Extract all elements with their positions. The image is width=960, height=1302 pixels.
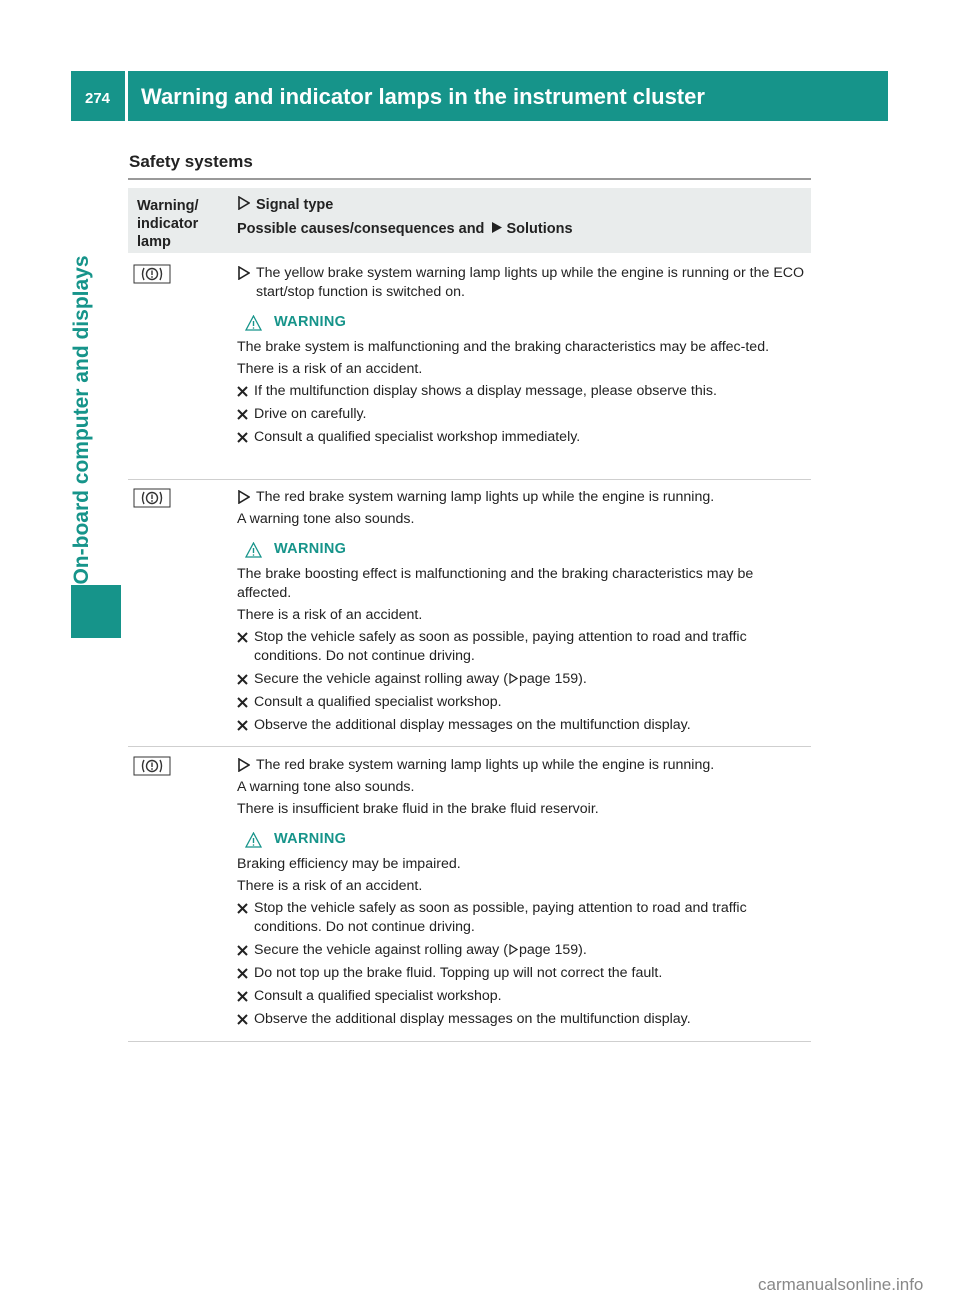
extra-text: There is insufficient brake fluid in the brake fluid reservoir. bbox=[237, 801, 599, 817]
warning-label: WARNING bbox=[274, 314, 347, 330]
signal-type-icon bbox=[237, 266, 250, 280]
page-number: 274 bbox=[85, 90, 111, 107]
action-text: Drive on carefully. bbox=[254, 406, 367, 422]
action-x-icon bbox=[237, 674, 248, 685]
action-text: Do not top up the brake fluid. Topping up will not correct the fault. bbox=[254, 965, 663, 981]
warning-text: Braking efficiency may be impaired. bbox=[237, 856, 461, 872]
action-x-icon bbox=[237, 1014, 248, 1025]
page-reference-link[interactable]: page 159). bbox=[518, 671, 587, 687]
signal-type bbox=[237, 756, 807, 775]
warning-label: WARNING bbox=[274, 831, 347, 847]
warning-text: The brake system is malfunctioning and the braking characteristics may be affec-ted. bbox=[237, 339, 770, 355]
header-divider bbox=[125, 71, 128, 121]
signal-text: The red brake system warning lamp lights up while the engine is running. bbox=[256, 489, 715, 505]
section-title: Safety systems bbox=[129, 152, 253, 171]
action-x-icon bbox=[237, 720, 248, 731]
page-reference-icon bbox=[509, 673, 518, 684]
table-header bbox=[128, 188, 811, 253]
column-header-lamp: Warning/ indicator lamp bbox=[137, 198, 199, 250]
table-row bbox=[128, 756, 811, 1042]
warning-triangle-icon bbox=[245, 832, 262, 848]
action-text: Consult a qualified specialist workshop. bbox=[254, 988, 502, 1004]
header-solutions-label: Solutions bbox=[506, 221, 573, 237]
risk-text: There is a risk of an accident. bbox=[237, 361, 423, 377]
action-text: If the multifunction display shows a display message, please observe this. bbox=[254, 383, 717, 399]
header-causes-label: Possible causes/consequences and bbox=[237, 221, 485, 237]
row-content bbox=[237, 756, 807, 1033]
action-text: Stop the vehicle safely as soon as possible, paying attention to road and traffic conditions. Do not continue driving. bbox=[254, 900, 747, 935]
side-label-text: On-board computer and displays bbox=[70, 255, 93, 585]
watermark: carmanualsonline.info bbox=[758, 1275, 924, 1294]
action-x-icon bbox=[237, 903, 248, 914]
action-text: Secure the vehicle against rolling away ( bbox=[254, 942, 508, 958]
warning-triangle-icon bbox=[245, 542, 262, 558]
action-text: Stop the vehicle safely as soon as possible, paying attention to road and traffic conditions. Do not continue driving. bbox=[254, 629, 747, 664]
action-item bbox=[237, 670, 807, 689]
column-header-signal bbox=[237, 195, 573, 243]
action-item bbox=[237, 428, 807, 447]
risk-text: There is a risk of an accident. bbox=[237, 607, 423, 623]
signal-type bbox=[237, 488, 807, 507]
action-x-icon bbox=[237, 968, 248, 979]
brake-warning-lamp-icon bbox=[133, 756, 171, 776]
action-x-icon bbox=[237, 632, 248, 643]
action-x-icon bbox=[237, 409, 248, 420]
signal-text: The yellow brake system warning lamp lights up while the engine is running or the ECO start/stop function is switched on. bbox=[256, 265, 805, 300]
action-item bbox=[237, 1010, 807, 1029]
action-text: Observe the additional display messages on the multifunction display. bbox=[254, 717, 691, 733]
action-x-icon bbox=[237, 945, 248, 956]
row-content bbox=[237, 264, 807, 451]
warning-heading bbox=[237, 313, 807, 332]
signal-text: The red brake system warning lamp lights up while the engine is running. bbox=[256, 757, 715, 773]
action-x-icon bbox=[237, 432, 248, 443]
action-x-icon bbox=[237, 991, 248, 1002]
page-reference-link[interactable]: page 159). bbox=[518, 942, 587, 958]
side-label bbox=[70, 220, 120, 638]
header-signal-label: Signal type bbox=[256, 197, 334, 213]
action-item bbox=[237, 628, 807, 666]
extra-text: A warning tone also sounds. bbox=[237, 511, 415, 527]
section-rule bbox=[128, 178, 811, 180]
action-item bbox=[237, 716, 807, 735]
signal-type-icon bbox=[237, 490, 250, 504]
warning-label: WARNING bbox=[274, 541, 347, 557]
header-bar bbox=[71, 71, 888, 121]
action-item bbox=[237, 964, 807, 983]
row-content bbox=[237, 488, 807, 739]
header-causes-line bbox=[237, 219, 573, 243]
signal-type bbox=[237, 264, 807, 302]
brake-warning-lamp-icon bbox=[133, 264, 171, 284]
page-reference-icon bbox=[509, 944, 518, 955]
page-title: Warning and indicator lamps in the instrument cluster bbox=[141, 84, 705, 109]
solution-icon bbox=[491, 221, 503, 234]
action-item bbox=[237, 899, 807, 937]
warning-heading bbox=[237, 540, 807, 559]
risk-text: There is a risk of an accident. bbox=[237, 878, 423, 894]
warning-triangle-icon bbox=[245, 315, 262, 331]
action-text: Consult a qualified specialist workshop. bbox=[254, 694, 502, 710]
action-text: Observe the additional display messages on the multifunction display. bbox=[254, 1011, 691, 1027]
action-x-icon bbox=[237, 386, 248, 397]
warning-text: The brake boosting effect is malfunctioning and the braking characteristics may be affected. bbox=[237, 566, 754, 601]
action-item bbox=[237, 987, 807, 1006]
action-text: Secure the vehicle against rolling away ( bbox=[254, 671, 508, 687]
signal-type-icon bbox=[237, 758, 250, 772]
action-x-icon bbox=[237, 697, 248, 708]
warning-heading bbox=[237, 830, 807, 849]
table-row bbox=[128, 264, 811, 480]
action-item bbox=[237, 382, 807, 401]
extra-text: A warning tone also sounds. bbox=[237, 779, 415, 795]
action-text: Consult a qualified specialist workshop immediately. bbox=[254, 429, 581, 445]
action-item bbox=[237, 693, 807, 712]
table-row bbox=[128, 488, 811, 747]
action-item bbox=[237, 405, 807, 424]
action-item bbox=[237, 941, 807, 960]
brake-warning-lamp-icon bbox=[133, 488, 171, 508]
signal-type-icon bbox=[237, 196, 250, 210]
side-block bbox=[71, 585, 121, 638]
header-signal-line bbox=[237, 195, 573, 219]
